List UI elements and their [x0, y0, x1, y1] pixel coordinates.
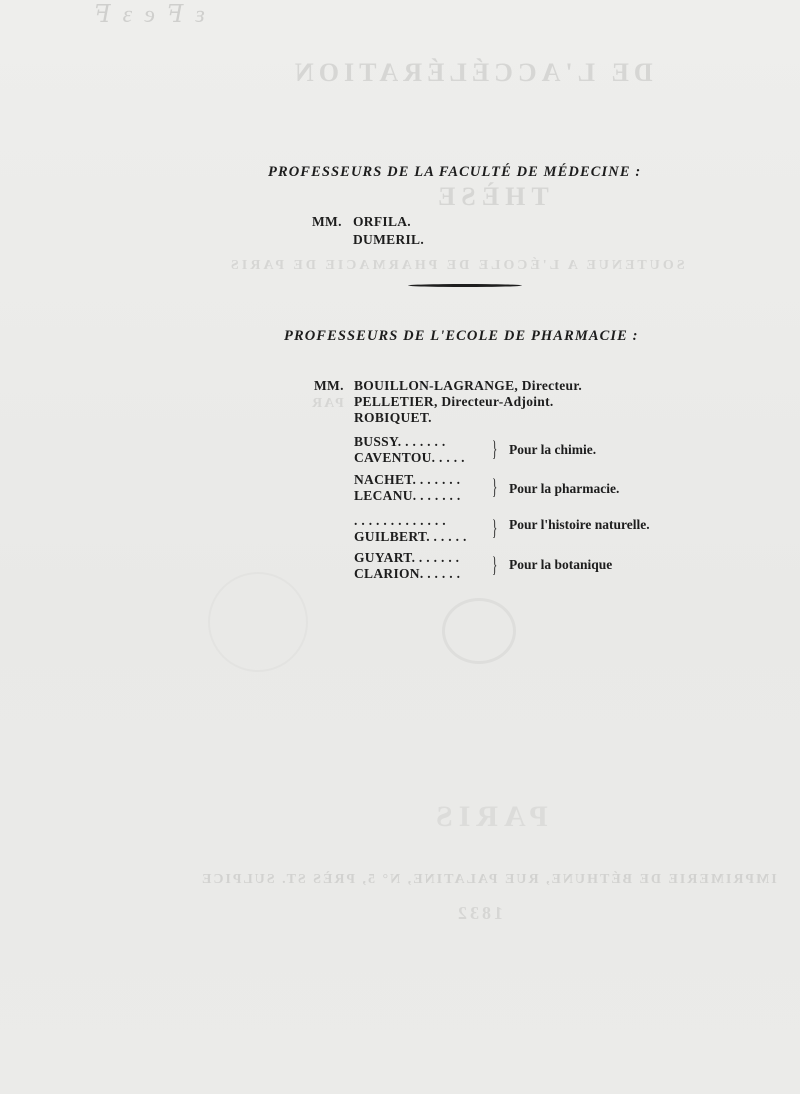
- bleed-through-text: 1832: [455, 903, 503, 923]
- bleed-through-text: SOUTENUE A L'ÉCOLE DE PHARMACIE DE PARIS: [228, 258, 685, 273]
- brace-glyph: }: [492, 552, 498, 577]
- mm-prefix: MM.: [312, 214, 342, 229]
- professor-name: CLARION. . . . . .: [354, 566, 461, 581]
- bleed-through-text: PARIS: [430, 800, 548, 833]
- director-name: BOUILLON-LAGRANGE, Directeur.: [354, 378, 583, 393]
- faculty-medicine-heading: PROFESSEURS DE LA FACULTÉ DE MÉDECINE :: [268, 164, 642, 180]
- section-divider: [408, 284, 522, 287]
- brace-glyph: }: [492, 436, 498, 461]
- faint-handwritten-mark: ꟻ ε ɘ ꟻ ɜ: [94, 2, 208, 28]
- professor-name: ORFILA.: [353, 214, 411, 229]
- subject-label: Pour la chimie.: [509, 442, 597, 457]
- subject-label: Pour la pharmacie.: [509, 481, 620, 496]
- faint-stamp: [208, 572, 308, 672]
- bleed-through-text: DE L'ACCÉLÉRATION: [290, 58, 653, 87]
- subject-group-chemistry: [354, 434, 674, 466]
- school-pharmacy-heading: PROFESSEURS DE L'ECOLE DE PHARMACIE :: [284, 328, 639, 344]
- faint-vignette: [442, 598, 516, 664]
- subject-group-pharmacy: [354, 472, 674, 504]
- professor-name: GUYART. . . . . . .: [354, 550, 460, 565]
- professor-name: CAVENTOU. . . . .: [354, 450, 465, 465]
- mm-prefix: MM.: [314, 378, 344, 393]
- bleed-through-text: IMPRIMERIE DE BÉTHUNE, RUE PALATINE, N° 5, PRÈS ST. SULPICE: [200, 872, 777, 887]
- subject-label: Pour l'histoire naturelle.: [509, 517, 650, 532]
- subject-group-botany: [354, 550, 674, 582]
- subject-label: Pour la botanique: [509, 557, 613, 572]
- brace-glyph: }: [492, 474, 498, 499]
- professor-name-placeholder: . . . . . . . . . . . . .: [354, 513, 446, 528]
- professor-name: GUILBERT. . . . . .: [354, 529, 467, 544]
- subject-group-natural-history: [354, 513, 674, 545]
- brace-glyph: }: [492, 515, 498, 540]
- bleed-through-text: PAR: [310, 396, 344, 411]
- professor-name: ROBIQUET.: [354, 410, 432, 425]
- professor-name: DUMERIL.: [353, 232, 425, 247]
- professor-name: BUSSY. . . . . . .: [354, 434, 446, 449]
- deputy-director-name: PELLETIER, Directeur-Adjoint.: [354, 394, 554, 409]
- professor-name: NACHET. . . . . . .: [354, 472, 461, 487]
- professor-name: LECANU. . . . . . .: [354, 488, 461, 503]
- bleed-through-text: THÈSE: [432, 182, 549, 211]
